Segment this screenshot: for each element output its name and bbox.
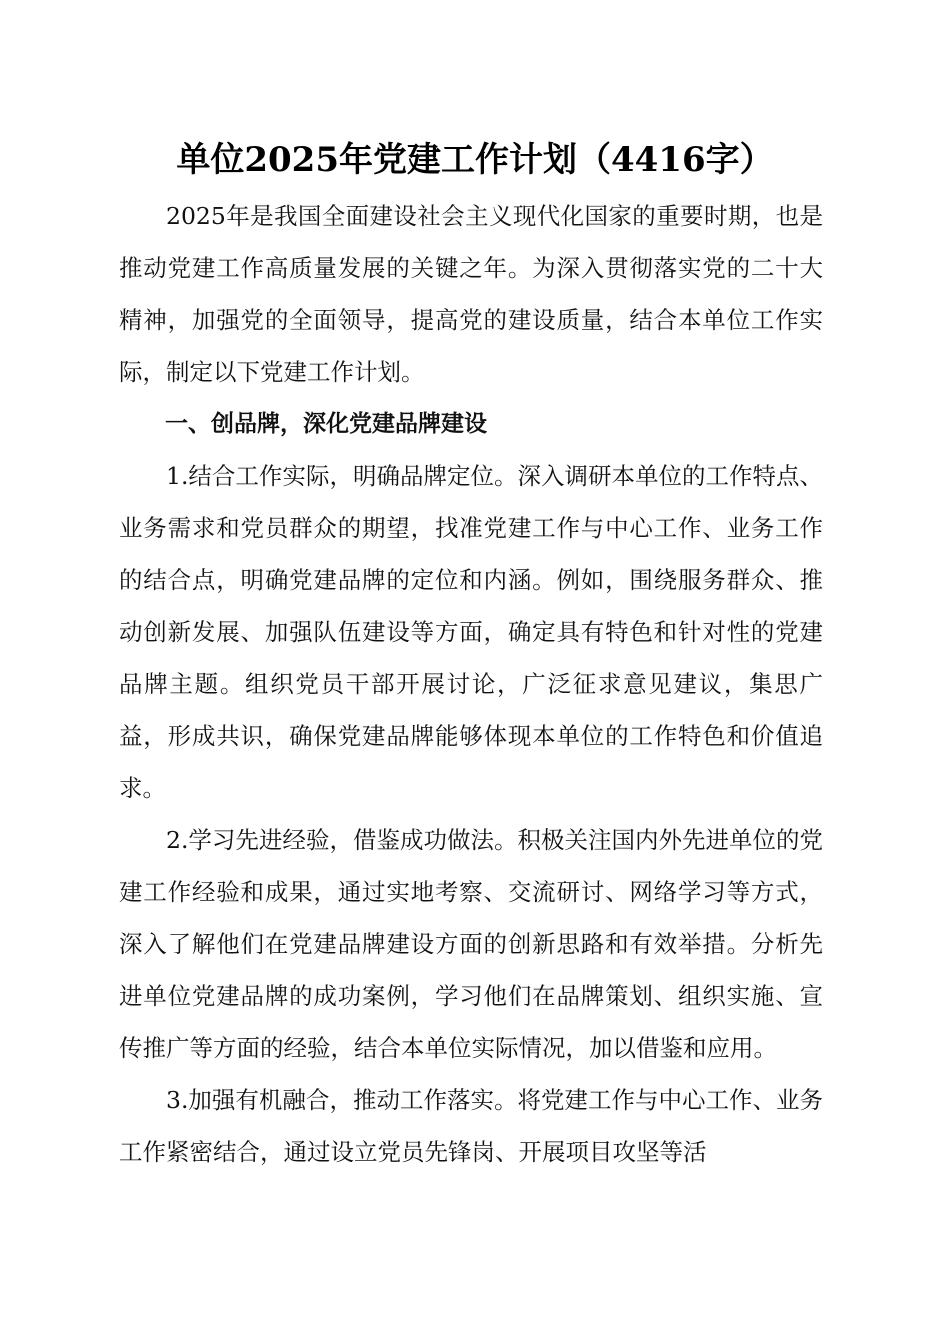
section-heading: 一、创品牌，深化党建品牌建设 <box>165 411 487 437</box>
document-title: 单位2025年党建工作计划（4416字） <box>176 140 774 180</box>
paragraph-item-1: 1.结合工作实际，明确品牌定位。深入调研本单位的工作特点、业务需求和党员群众的期望，找准党建工作与中心工作、业务工作的结合点，明确党建品牌的定位和内涵。例如，围绕服务群众、推动创新发展、加强队伍建设等方面，确定具有特色和针对性的党建品牌主题。组织党员干部开展讨论，广泛征求意见建议，集思广益，形成共识，确保党建品牌能够体现本单位的工作特色和价值追求。 <box>119 462 823 802</box>
document-body <box>119 190 823 1178</box>
paragraph-item-3: 3.加强有机融合，推动工作落实。将党建工作与中心工作、业务工作紧密结合，通过设立党员先锋岗、开展项目攻坚等活 <box>119 1086 823 1166</box>
intro-paragraph: 2025年是我国全面建设社会主义现代化国家的重要时期，也是推动党建工作高质量发展的关键之年。为深入贯彻落实党的二十大精神，加强党的全面领导，提高党的建设质量，结合本单位工作实际，制定以下党建工作计划。 <box>119 202 823 386</box>
paragraph-item-2: 2.学习先进经验，借鉴成功做法。积极关注国内外先进单位的党建工作经验和成果，通过实地考察、交流研讨、网络学习等方式，深入了解他们在党建品牌建设方面的创新思路和有效举措。分析先进单位党建品牌的成功案例，学习他们在品牌策划、组织实施、宣传推广等方面的经验，结合本单位实际情况，加以借鉴和应用。 <box>119 826 823 1062</box>
